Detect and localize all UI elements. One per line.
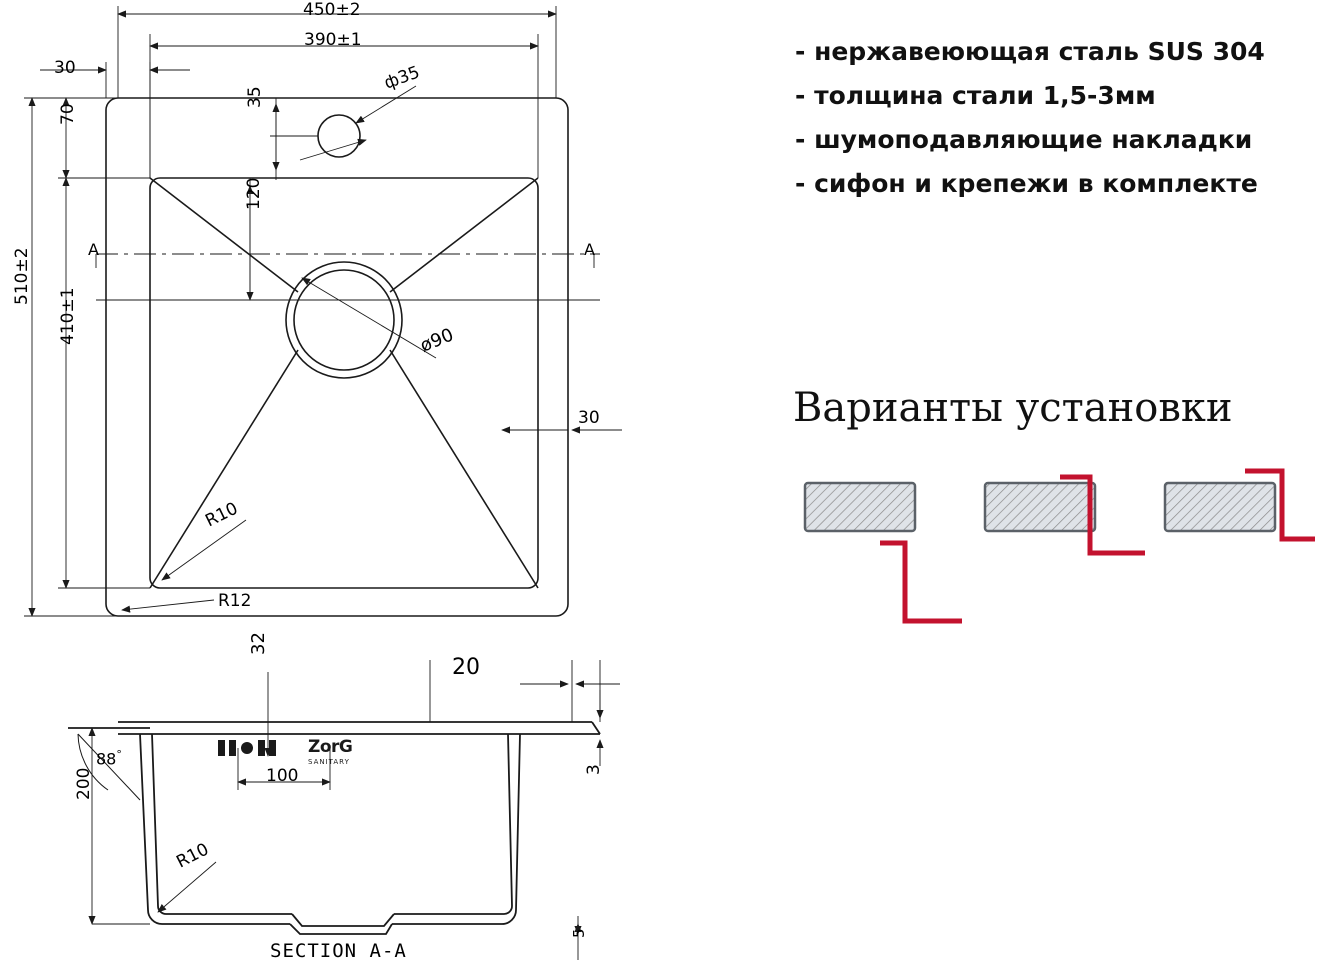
dim-right-offset: 30: [578, 408, 600, 428]
top-view-geometry: [106, 98, 568, 616]
dim-bowl-width: 390±1: [304, 30, 362, 50]
dim-angle: 88°: [96, 748, 122, 769]
dim-hole-offset: 32: [248, 632, 269, 655]
dim-flange-width: 20: [452, 655, 480, 680]
dim-corner-radius-inner: R10: [202, 498, 242, 532]
mounting-holes-icon: [218, 740, 276, 756]
feature-item: - шумоподавляющие накладки: [795, 125, 1253, 154]
feature-list: [795, 30, 1315, 206]
dim-overall-height: 510±2: [12, 247, 32, 305]
feature-item: - сифон и крепежи в комплекте: [795, 169, 1258, 198]
dim-overall-width: 450±2: [303, 0, 361, 20]
brand-logo-text: ZorG: [308, 737, 353, 757]
feature-item: - толщина стали 1,5-3мм: [795, 81, 1156, 110]
dim-base-thickness: 5: [570, 928, 588, 938]
dim-tap-hole-offset: 35: [245, 86, 265, 108]
dim-drain-diameter: ø90: [417, 324, 457, 357]
install-variant-top: [985, 477, 1145, 553]
section-mark-left: A: [88, 240, 99, 259]
brand-logo-sub: SANITARY: [308, 758, 350, 766]
dim-section-corner-radius: R10: [173, 839, 213, 873]
install-variants: [790, 465, 1315, 645]
install-options-title: Варианты установки: [793, 385, 1233, 431]
dim-bowl-height: 410±1: [58, 287, 78, 345]
install-variant-under: [1165, 471, 1315, 539]
brand-logo: [308, 737, 378, 771]
dim-drain-offset: 120: [244, 177, 264, 210]
dim-tap-hole-diameter: ф35: [381, 62, 423, 94]
section-mark-right: A: [584, 240, 595, 259]
install-variant-flush: [805, 483, 962, 621]
dim-hole-spacing: 100: [266, 766, 299, 786]
dim-left-offset: 30: [54, 58, 76, 78]
dim-corner-radius-outer: R12: [218, 591, 252, 611]
feature-item: - нержавеюющая сталь SUS 304: [795, 37, 1265, 66]
dim-top-offset: 70: [58, 103, 78, 125]
dim-flange-thickness: 3: [584, 764, 604, 775]
section-title: SECTION A-A: [270, 940, 407, 962]
dim-depth: 200: [74, 767, 94, 800]
section-dimensions: [78, 660, 620, 960]
